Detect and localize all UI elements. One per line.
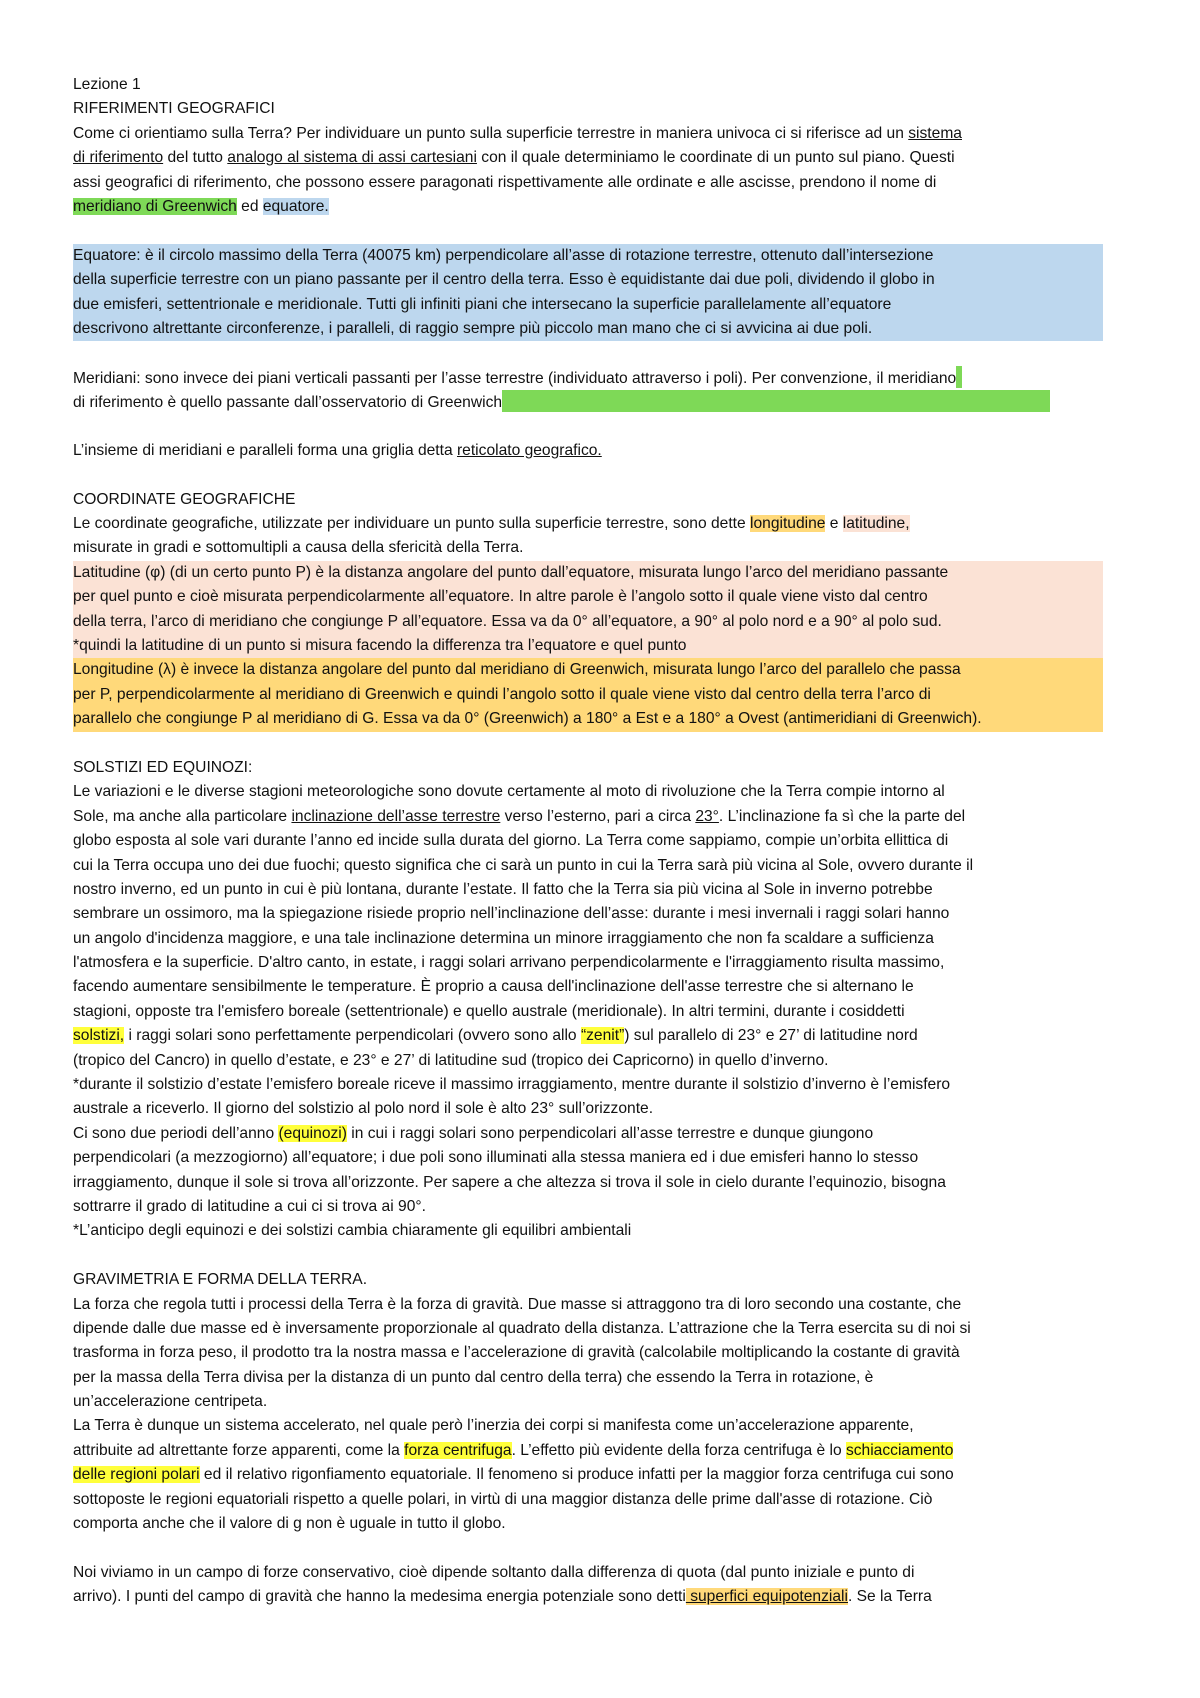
- solstizi-line: facendo aumentare sensibilmente le temperature. È proprio a causa dell'inclinazione dell'asse terrestre che si alternano le: [73, 978, 914, 996]
- gravimetria-line: un’accelerazione centripeta.: [73, 1393, 268, 1411]
- solstizi-line: globo esposta al sole vari durante l’anno ed incide sulla durata del giorno. La Terra come sappiamo, compie un’orbita ellittica di: [73, 832, 949, 850]
- solstizi-line: sembrare un ossimoro, ma la spiegazione risiede proprio nell’inclinazione dell’asse: durante i mesi invernali i raggi solari hanno: [73, 905, 950, 923]
- solstizi-line: stagioni, opposte tra l'emisfero boreale (settentrionale) e quello australe (meridionale). In altri termini, durante i cosiddetti: [73, 1002, 905, 1020]
- document-page: [73, 73, 1133, 1610]
- gravimetria-line: trasforma in forza peso, il prodotto tra la nostra massa e l’accelerazione di gravità (calcolabile moltiplicando la costante di gravità: [73, 1344, 960, 1362]
- gravimetria-line: sottoposte le regioni equatoriali rispetto a quelle polari, in virtù di una maggior distanza delle prime dall'asse di rotazione. Ciò: [73, 1490, 933, 1508]
- equatore-line: Equatore: è il circolo massimo della Terra (40075 km) perpendicolare all’asse di rotazione terrestre, ottenuto dall’intersezione: [73, 246, 934, 264]
- campo-line: Noi viviamo in un campo di forze conservativo, cioè dipende soltanto dalla differenza di quota (dal punto iniziale e punto di: [73, 1563, 915, 1581]
- section-title-riferimenti: RIFERIMENTI GEOGRAFICI: [73, 100, 275, 118]
- coordinate-line-1: Le coordinate geografiche, utilizzate per individuare un punto sulla superficie terrestre, sono dette longitudine e latitudine,: [73, 515, 910, 533]
- solstizi-line: solstizi, i raggi solari sono perfettamente perpendicolari (ovvero sono allo “zenit”) sul parallelo di 23° e 27’ di latitudine nord: [73, 1027, 918, 1045]
- solstizi-line: cui la Terra occupa uno dei due fuochi; questo significa che ci sarà un punto in cui la Terra sarà più vicina al Sole, ovvero durante il: [73, 856, 974, 874]
- paragraph-gap: [73, 732, 1133, 756]
- latitudine-line: Latitudine (φ) (di un certo punto P) è la distanza angolare del punto dall’equatore, misurata lungo l’arco del meridiano passante: [73, 563, 949, 581]
- meridiani-line-1: Meridiani: sono invece dei piani verticali passanti per l’asse terrestre (individuato attraverso i poli). Per convenzione, il meridiano: [73, 366, 1133, 390]
- coordinate-line-2: misurate in gradi e sottomultipli a causa della sfericità della Terra.: [73, 539, 524, 557]
- highlight-green: meridiano di Greenwich: [73, 197, 237, 215]
- solstizi-line: l'atmosfera e la superficie. D'altro canto, in estate, i raggi solari arrivano perpendicolarmente e l'irraggiamento risulta massimo,: [73, 954, 945, 972]
- underlined-highlight-orange: superfici equipotenziali: [685, 1588, 848, 1606]
- latitudine-paragraph: [73, 561, 1103, 659]
- paragraph-gap: [73, 341, 1133, 365]
- gravimetria-line: per la massa della Terra divisa per la distanza di un punto dal centro della terra) che essendo la Terra in rotazione, è: [73, 1368, 874, 1386]
- highlight-yellow: forza centrifuga: [404, 1441, 512, 1459]
- highlight-yellow: solstizi,: [73, 1027, 125, 1045]
- gravimetria-line: comporta anche che il valore di g non è uguale in tutto il globo.: [73, 1515, 506, 1533]
- highlight-yellow: (equinozi): [278, 1124, 347, 1142]
- longitudine-line: parallelo che congiunge P al meridiano di G. Essa va da 0° (Greenwich) a 180° a Est e a 180° a Ovest (antimeridiani di Greenwich).: [73, 710, 982, 728]
- equatore-paragraph: [73, 244, 1103, 342]
- gravimetria-line: La forza che regola tutti i processi della Terra è la forza di gravità. Due masse si attraggono tra di loro secondo una costante, che: [73, 1295, 962, 1313]
- paragraph-gap: [73, 219, 1133, 243]
- solstizi-line: un angolo d'incidenza maggiore, e una tale inclinazione determina un minore irraggiamento che non fa scaldare a sufficienza: [73, 929, 934, 947]
- equatore-line: descrivono altrettante circonferenze, i paralleli, di raggio sempre più piccolo man mano che ci si avvicina ai due poli.: [73, 319, 873, 337]
- solstizi-line: irraggiamento, dunque il sole si trova all’orizzonte. Per sapere a che altezza si trova il sole in cielo durante l’equinozio, bisogna: [73, 1173, 946, 1191]
- gravimetria-line: dipende dalle due masse ed è inversamente proporzionale al quadrato della distanza. L’attrazione che la Terra esercita su di noi si: [73, 1319, 971, 1337]
- underlined-term: sistema: [908, 124, 962, 142]
- solstizi-line: Le variazioni e le diverse stagioni meteorologiche sono dovute certamente al moto di rivoluzione che la Terra compie intorno al: [73, 783, 945, 801]
- highlight-yellow: “zenit”: [580, 1027, 625, 1045]
- underlined-term: inclinazione dell’asse terrestre: [291, 807, 501, 825]
- equatore-line: due emisferi, settentrionale e meridionale. Tutti gli infiniti piani che intersecano la superficie parallelamente all’equatore: [73, 295, 892, 313]
- highlight-yellow: delle regioni polari: [73, 1466, 200, 1484]
- section-title-solstizi: SOLSTIZI ED EQUINOZI:: [73, 758, 253, 776]
- highlight-blue: equatore.: [262, 197, 329, 215]
- longitudine-line: per P, perpendicolarmente al meridiano di Greenwich e quindi l’angolo sotto il quale viene visto dal centro della terra l’arco di: [73, 685, 931, 703]
- solstizi-line: (tropico del Cancro) in quello d’estate, e 23° e 27’ di latitudine sud (tropico dei Capricorno) in quello d’inverno.: [73, 1051, 829, 1069]
- intro-line-3: assi geografici di riferimento, che possono essere paragonati rispettivamente alle ordinate e alle ascisse, prendono il nome di: [73, 173, 937, 191]
- solstizi-line: Ci sono due periodi dell’anno (equinozi) in cui i raggi solari sono perpendicolari all’asse terrestre e dunque giungono: [73, 1124, 874, 1142]
- paragraph-gap: [73, 1536, 1133, 1560]
- gravimetria-line: La Terra è dunque un sistema accelerato, nel quale però l’inerzia dei corpi si manifesta come un’accelerazione apparente,: [73, 1417, 914, 1435]
- reticolato-line: L’insieme di meridiani e paralleli forma una griglia detta reticolato geografico.: [73, 441, 602, 459]
- gravimetria-line: attribuite ad altrettante forze apparenti, come la forza centrifuga. L’effetto più evidente della forza centrifuga è lo schiacciamento: [73, 1441, 954, 1459]
- section-title-coordinate: COORDINATE GEOGRAFICHE: [73, 490, 296, 508]
- latitudine-line: per quel punto e cioè misurata perpendicolarmente all’equatore. In altre parole è l’angolo sotto il quale viene visto dal centro: [73, 588, 928, 606]
- highlight-green-bar: [502, 390, 1050, 412]
- lesson-number: Lezione 1: [73, 76, 141, 93]
- underlined-term: di riferimento: [73, 149, 164, 167]
- solstizi-line: perpendicolari (a mezzogiorno) all’equatore; i due poli sono illuminati alla stessa maniera ed i due emisferi hanno lo stesso: [73, 1149, 919, 1167]
- solstizi-line: Sole, ma anche alla particolare inclinazione dell’asse terrestre verso l’esterno, pari a circa 23°. L’inclinazione fa sì che la parte del: [73, 807, 966, 825]
- meridiani-line-2: di riferimento è quello passante dall’osservatorio di Greenwich: [73, 390, 1133, 414]
- section-title-gravimetria: GRAVIMETRIA E FORMA DELLA TERRA.: [73, 1271, 368, 1289]
- solstizi-line: *durante il solstizio d’estate l’emisfero boreale riceve il massimo irraggiamento, mentre durante il solstizio d’inverno è l’emisfero: [73, 1076, 951, 1094]
- underlined-term: analogo al sistema di assi cartesiani: [227, 149, 477, 167]
- highlight-yellow: schiacciamento: [845, 1441, 954, 1459]
- highlight-orange: longitudine: [750, 515, 826, 533]
- gravimetria-line: delle regioni polari ed il relativo rigonfiamento equatoriale. Il fenomeno si produce infatti per la maggior forza centrifuga cui sono: [73, 1466, 954, 1484]
- highlight-green-tail: [956, 366, 962, 388]
- paragraph-gap: [73, 463, 1133, 487]
- latitudine-line: *quindi la latitudine di un punto si misura facendo la differenza tra l’equatore e quel punto: [73, 636, 687, 654]
- latitudine-line: della terra, l’arco di meridiano che congiunge P all’equatore. Essa va da 0° all’equatore, a 90° al polo nord e a 90° al polo sud.: [73, 612, 942, 630]
- underlined-term: reticolato geografico.: [456, 441, 602, 459]
- equatore-line: della superficie terrestre con un piano passante per il centro della terra. Esso è equidistante dai due poli, dividendo il globo in: [73, 271, 935, 289]
- intro-line-1: Come ci orientiamo sulla Terra? Per individuare un punto sulla superficie terrestre in maniera univoca ci si riferisce ad un sistema: [73, 124, 962, 142]
- solstizi-line: australe a riceverlo. Il giorno del solstizio al polo nord il sole è alto 23° sull’orizzonte.: [73, 1100, 654, 1118]
- longitudine-paragraph: [73, 658, 1103, 731]
- solstizi-line: nostro inverno, ed un punto in cui è più lontana, durante l’estate. Il fatto che la Terra sia più vicina al Sole in inverno potrebbe: [73, 880, 933, 898]
- paragraph-gap: [73, 414, 1133, 438]
- intro-line-2: di riferimento del tutto analogo al sistema di assi cartesiani con il quale determiniamo le coordinate di un punto sul piano. Questi: [73, 149, 955, 167]
- solstizi-line: sottrarre il grado di latitudine a cui ci si trova ai 90°.: [73, 1197, 426, 1215]
- intro-line-4: meridiano di Greenwich ed equatore.: [73, 197, 329, 215]
- solstizi-line: *L’anticipo degli equinozi e dei solstizi cambia chiaramente gli equilibri ambientali: [73, 1222, 632, 1240]
- underlined-term: 23°: [695, 807, 719, 825]
- campo-line: arrivo). I punti del campo di gravità che hanno la medesima energia potenziale sono detti superfici equipotenziali. Se la Terra: [73, 1588, 932, 1606]
- highlight-peach: latitudine,: [842, 515, 910, 533]
- paragraph-gap: [73, 1244, 1133, 1268]
- longitudine-line: Longitudine (λ) è invece la distanza angolare del punto dal meridiano di Greenwich, misurata lungo l’arco del parallelo che passa: [73, 661, 961, 679]
